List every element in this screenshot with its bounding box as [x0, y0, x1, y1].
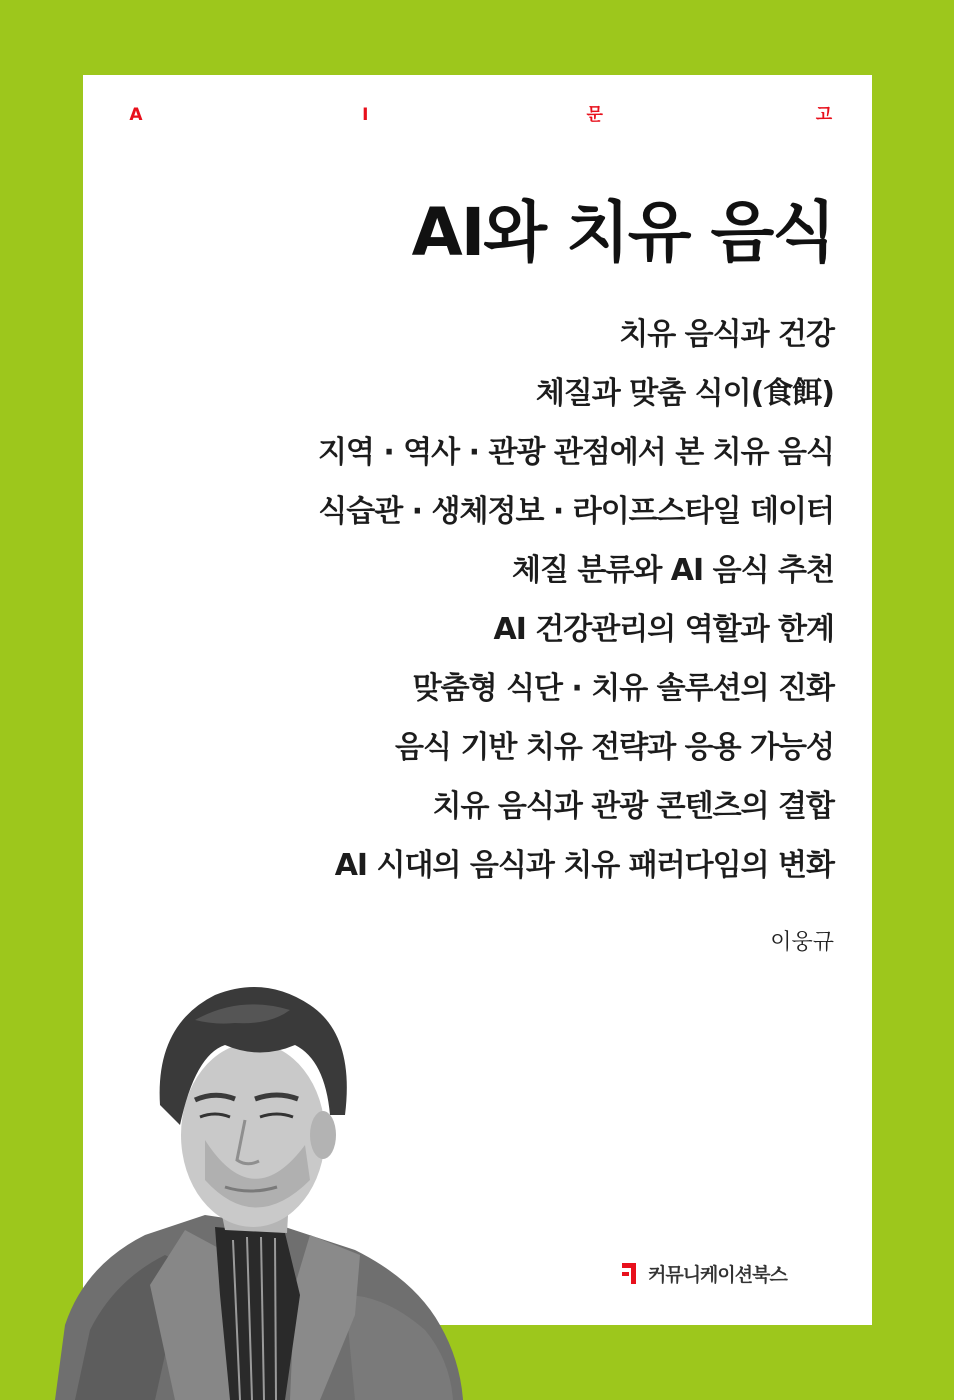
- series-letter: 문: [586, 105, 603, 125]
- toc-item: 식습관 · 생체정보 · 라이프스타일 데이터: [318, 494, 834, 529]
- table-of-contents: [318, 305, 834, 895]
- series-letter: I: [362, 105, 369, 125]
- toc-item: 체질과 맞춤 식이(食餌): [535, 376, 834, 411]
- series-letter: A: [129, 105, 143, 125]
- toc-item: 체질 분류와 AI 음식 추천: [512, 553, 834, 588]
- toc-item: AI 건강관리의 역할과 한계: [493, 612, 834, 647]
- toc-item: 지역 · 역사 · 관광 관점에서 본 치유 음식: [317, 435, 834, 470]
- publisher: [620, 1258, 787, 1288]
- series-letter: 고: [815, 105, 833, 125]
- author-name: 이웅규: [770, 930, 834, 955]
- toc-item: 음식 기반 치유 전략과 응용 가능성: [395, 730, 834, 765]
- toc-item: AI 시대의 음식과 치유 패러다임의 변화: [334, 848, 834, 883]
- publisher-logo-icon: [620, 1260, 640, 1286]
- series-label: [125, 103, 835, 127]
- book-title: AI와 치유 음식: [411, 194, 834, 271]
- toc-item: 맞춤형 식단 · 치유 솔루션의 진화: [412, 671, 834, 706]
- toc-item: 치유 음식과 건강: [619, 317, 834, 352]
- toc-item: 치유 음식과 관광 콘텐츠의 결합: [432, 789, 834, 824]
- author-photo: [55, 965, 485, 1400]
- publisher-name: 커뮤니케이션북스: [648, 1263, 787, 1286]
